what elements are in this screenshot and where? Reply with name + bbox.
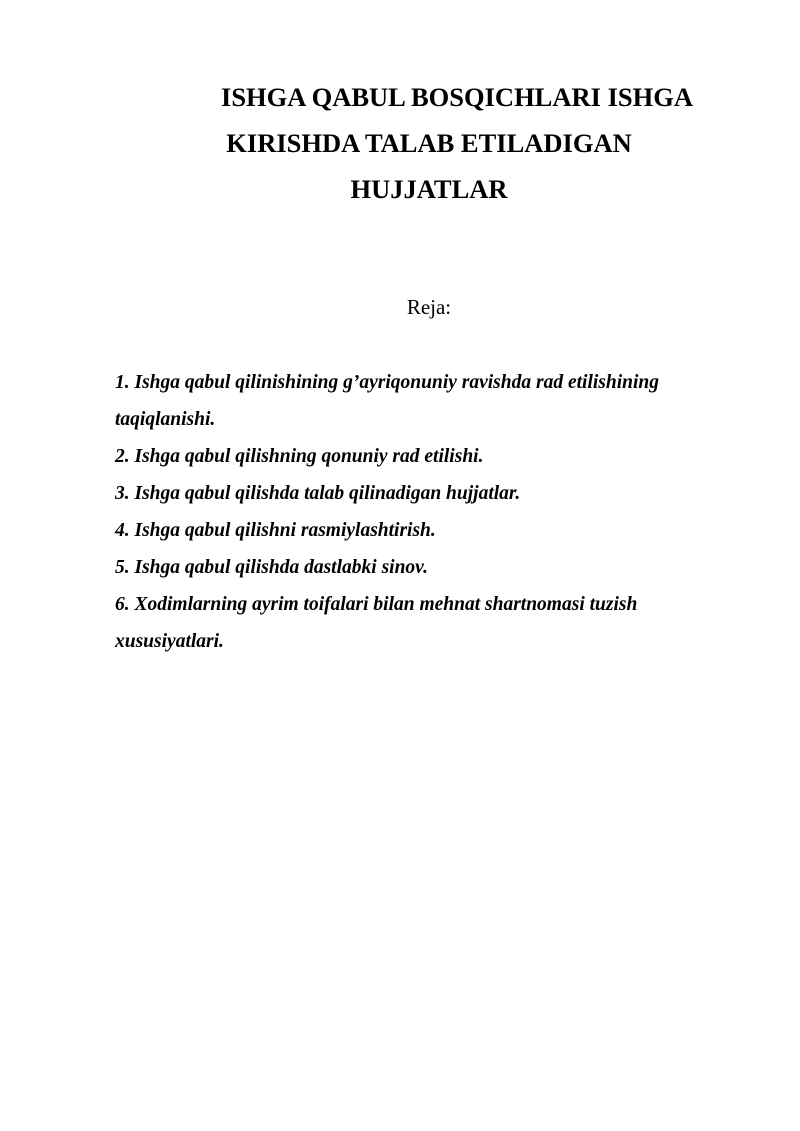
plan-item-6: 6. Xodimlarning ayrim toifalari bilan mehnat shartnomasi tuzish xususiyatlari. bbox=[115, 594, 638, 652]
plan-list bbox=[115, 364, 735, 660]
title-line-1: ISHGA QABUL BOSQICHLARI ISHGA bbox=[221, 82, 693, 112]
plan-item-4: 4. Ishga qabul qilishni rasmiylashtirish. bbox=[115, 520, 436, 541]
plan-item-5: 5. Ishga qabul qilishda dastlabki sinov. bbox=[115, 557, 428, 578]
title-line-2: KIRISHDA TALAB ETILADIGAN bbox=[226, 128, 632, 158]
plan-heading: Reja: bbox=[406, 295, 452, 319]
title-line-3: HUJJATLAR bbox=[350, 174, 508, 204]
plan-item-2: 2. Ishga qabul qilishning qonuniy rad etilishi. bbox=[115, 446, 484, 467]
document-title bbox=[115, 74, 743, 212]
plan-item-1: 1. Ishga qabul qilinishining g’ayriqonuniy ravishda rad etilishining taqiqlanishi. bbox=[115, 372, 659, 430]
plan-item-3: 3. Ishga qabul qilishda talab qilinadigan hujjatlar. bbox=[115, 483, 521, 504]
